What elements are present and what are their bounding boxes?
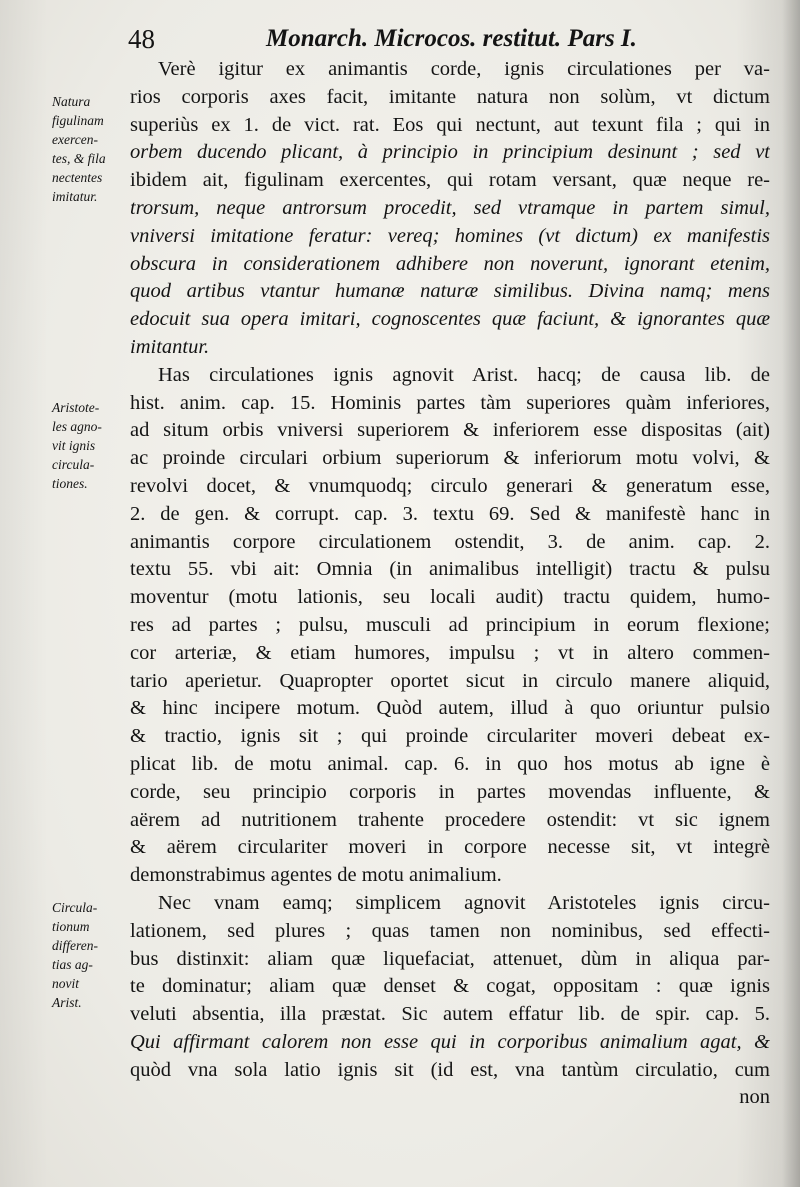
paragraph: [130, 362, 770, 890]
margin-note-line: tiones.: [52, 476, 88, 491]
text-line: veluti absentia, illa præstat. Sic autem effatur lib. de spir. cap. 5.: [130, 1003, 770, 1026]
margin-note-line: Aristote-: [52, 400, 100, 415]
text-line: obscura in considerationem adhibere non noverunt, ignorant etenim,: [130, 252, 770, 275]
text-line: & hinc incipere motum. Quòd autem, illud à quo oriuntur pulsio: [130, 697, 770, 720]
text-line: hist. anim. cap. 15. Hominis partes tàm superiores quàm inferiores,: [130, 391, 770, 414]
margin-note-line: vit ignis: [52, 438, 96, 453]
text-line: ac proinde circulari orbium superiorum & inferiorum motu volvi, &: [130, 447, 770, 470]
margin-note-line: nectentes: [52, 170, 103, 185]
margin-note-aristoteles: [52, 398, 126, 493]
margin-note-line: circula-: [52, 457, 95, 472]
text-line: superiùs ex 1. de vict. rat. Eos qui nectunt, aut texunt fila ; qui in: [130, 113, 770, 136]
text-line: bus distinxit: aliam quæ liquefaciat, attenuet, dùm in aliqua par-: [130, 947, 770, 970]
text-line: aërem ad nutritionem trahente procedere ostendit: vt sic ignem: [130, 808, 770, 831]
margin-note-line: differen-: [52, 938, 98, 953]
margin-note-line: les agno-: [52, 419, 102, 434]
margin-note-line: tes, & fila: [52, 151, 106, 166]
margin-note-natura: [52, 92, 126, 206]
margin-note-line: tionum: [52, 919, 90, 934]
text-line: res ad partes ; pulsu, musculi ad principium in eorum flexione;: [130, 613, 770, 636]
text-line: corde, seu principio corporis in partes movendas influente, &: [130, 780, 770, 803]
text-line: orbem ducendo plicant, à principio in principium desinunt ; sed vt: [130, 141, 770, 164]
text-line: cor arteriæ, & etiam humores, impulsu ; vt in altero commen-: [130, 641, 770, 664]
running-title-text: Monarch. Microcos. restitut.: [266, 25, 562, 52]
text-line: lationem, sed plures ; quas tamen non nominibus, sed effecti-: [130, 919, 770, 942]
running-title: [266, 22, 637, 56]
text-line: Nec vnam eamq; simplicem agnovit Aristoteles ignis circu-: [158, 891, 770, 914]
page-header: [128, 22, 668, 56]
text-line: imitantur.: [130, 335, 210, 358]
margin-note-line: imitatur.: [52, 189, 98, 204]
catchword: non: [739, 1086, 770, 1109]
text-line: te dominatur; aliam quæ denset & cogat, oppositam : quæ ignis: [130, 975, 770, 998]
text-line: trorsum, neque antrorsum procedit, sed vtramque in partem simul,: [130, 196, 770, 219]
margin-note-line: Arist.: [52, 995, 82, 1010]
body-text: [130, 56, 770, 1112]
text-line: textu 55. vbi ait: Omnia (in animalibus intelligit) tractu & pulsu: [130, 558, 770, 581]
paragraph: [130, 890, 770, 1085]
text-line: & aërem circulariter moveri in corpore necesse sit, vt integrè: [130, 836, 770, 859]
text-line: edocuit sua opera imitari, cognoscentes quæ faciunt, & ignorantes quæ: [130, 308, 770, 331]
margin-note-line: Natura: [52, 94, 91, 109]
text-line: 2. de gen. & corrupt. cap. 3. textu 69. Sed & manifestè hanc in: [130, 502, 770, 525]
text-line: tario aperietur. Quapropter oportet sicut in circulo manere aliquid,: [130, 669, 770, 692]
margin-note-line: tias ag-: [52, 957, 93, 972]
margin-note-line: figulinam: [52, 113, 104, 128]
text-line: plicat lib. de motu animal. cap. 6. in quo hos motus ab igne è: [130, 752, 770, 775]
paragraph: [130, 56, 770, 362]
text-line: rios corporis axes facit, imitante natura non solùm, vt dictum: [130, 85, 770, 108]
text-line: Qui affirmant calorem non esse qui in corporibus animalium agat, &: [130, 1030, 770, 1053]
margin-note-circulationum: [52, 898, 126, 1012]
text-line: ad situm orbis vniversi superiorem & inferiorem esse dispositas (ait): [130, 419, 770, 442]
margin-note-line: exercen-: [52, 132, 98, 147]
text-line: quod artibus vtantur humanæ naturæ similibus. Divina namq; mens: [130, 280, 770, 303]
text-line: Has circulationes ignis agnovit Arist. hacq; de causa lib. de: [158, 363, 770, 386]
margin-note-line: novit: [52, 976, 79, 991]
text-line: animantis corpore circulationem ostendit, 3. de anim. cap. 2.: [130, 530, 770, 553]
text-line: Verè igitur ex animantis corde, ignis circulationes per va-: [158, 58, 770, 80]
spine-shadow: [782, 0, 800, 1187]
text-line: demonstrabimus agentes de motu animalium.: [130, 864, 502, 887]
page-number: 48: [128, 24, 155, 54]
text-line: & tractio, ignis sit ; qui proinde circulariter moveri debeat ex-: [130, 725, 770, 748]
running-title-part: Pars I.: [567, 25, 637, 52]
text-line: moventur (motu lationis, seu locali audit) tractu quidem, humo-: [130, 586, 770, 609]
margin-note-line: Circula-: [52, 900, 98, 915]
text-line: vniversi imitatione feratur: vereq; homines (vt dictum) ex manifestis: [130, 224, 770, 247]
text-line: quòd vna sola latio ignis sit (id est, vna tantùm circulatio, cum: [130, 1058, 770, 1081]
text-line: revolvi docet, & vnumquodq; circulo generari & generatum esse,: [130, 474, 770, 497]
text-line: ibidem ait, figulinam exercentes, qui rotam versant, quæ neque re-: [130, 169, 770, 192]
